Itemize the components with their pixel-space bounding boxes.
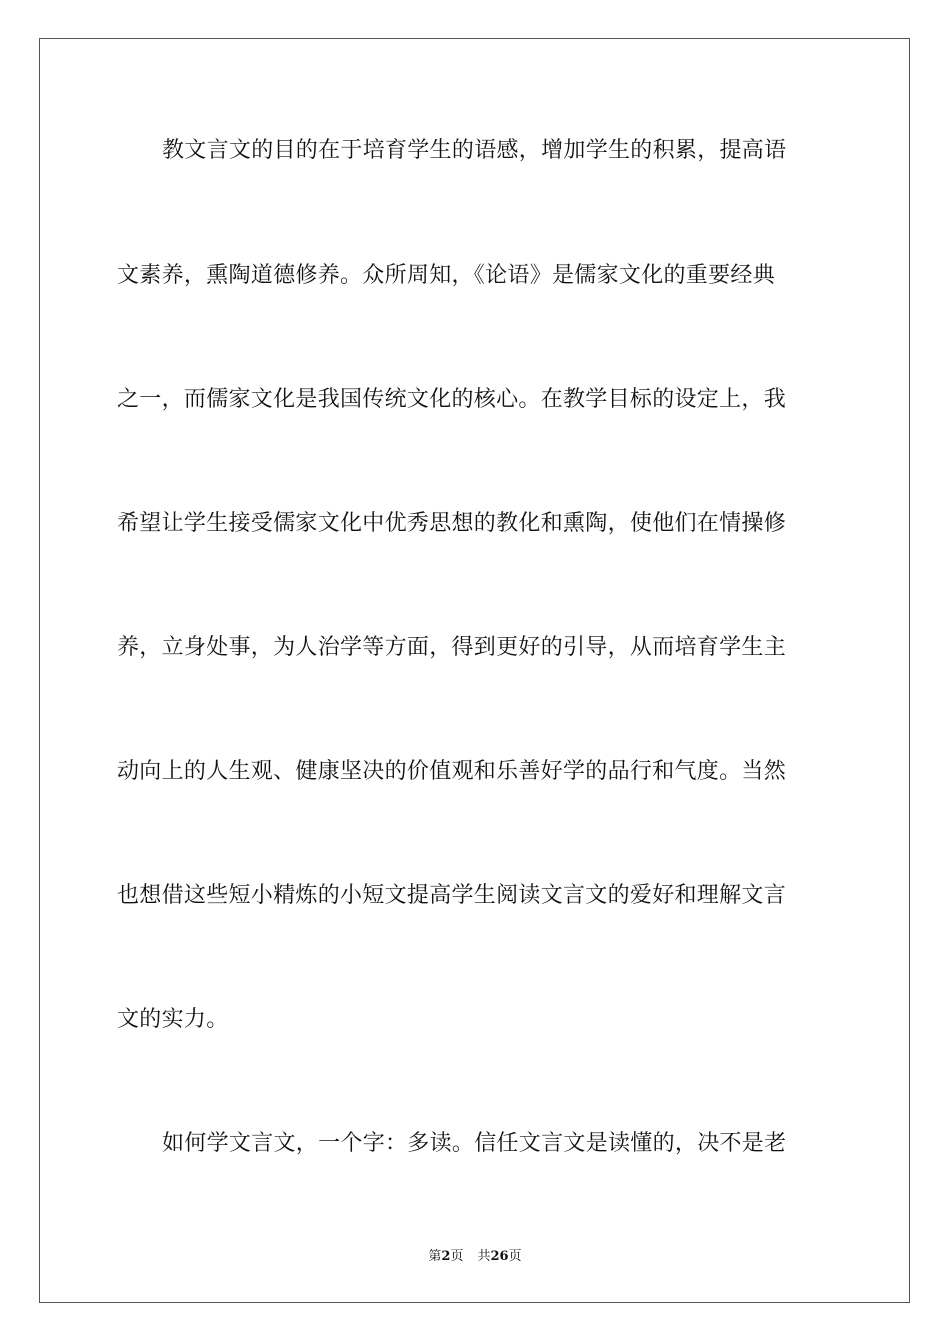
paragraph-1-line-4: 希望让学生接受儒家文化中优秀思想的教化和熏陶，使他们在情操修 (117, 511, 787, 536)
footer-page-prefix: 第 (428, 1249, 442, 1264)
paragraph-1-line-1: 教文言文的目的在于培育学生的语感，增加学生的积累，提高语 (162, 138, 787, 163)
paragraph-1-line-6: 动向上的人生观、健康坚决的价值观和乐善好学的品行和气度。当然 (117, 759, 787, 784)
paragraph-1-line-5: 养，立身处事，为人治学等方面，得到更好的引导，从而培育学生主 (117, 635, 787, 660)
footer-total-prefix: 共 (477, 1249, 491, 1264)
footer-page-number: 2 (441, 1249, 451, 1264)
page-footer (0, 1248, 950, 1266)
paragraph-1-line-8: 文的实力。 (117, 1007, 229, 1032)
footer-page-suffix: 页 (450, 1249, 464, 1264)
paragraph-1-line-2: 文素养，熏陶道德修养。众所周知，《论语》是儒家文化的重要经典 (117, 263, 776, 288)
paragraph-1-line-3: 之一，而儒家文化是我国传统文化的核心。在教学目标的设定上，我 (117, 387, 787, 412)
footer-total-suffix: 页 (508, 1249, 522, 1264)
page-border (39, 38, 910, 1303)
footer-total-pages: 26 (490, 1249, 509, 1264)
paragraph-2-line-1: 如何学文言文，一个字：多读。信任文言文是读懂的，决不是老 (162, 1131, 787, 1156)
paragraph-1-line-7: 也想借这些短小精炼的小短文提高学生阅读文言文的爱好和理解文言 (117, 883, 787, 908)
